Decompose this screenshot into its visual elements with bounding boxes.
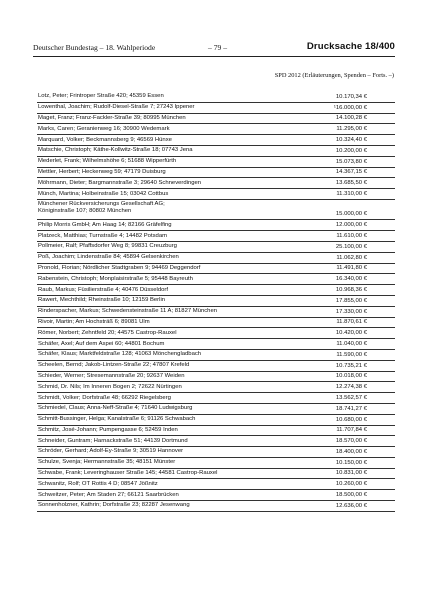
donor-name-address: Poß, Joachim; Lindenstraße 84; 45894 Gelsenkirchen (38, 254, 179, 261)
table-row (37, 490, 395, 501)
table-row (37, 415, 395, 426)
table-row (37, 285, 395, 296)
donation-amount: 11.870,61 € (336, 319, 367, 326)
donation-amount: 13.685,50 € (335, 180, 367, 187)
table-row (37, 501, 395, 512)
donor-name-address: Rinderspacher, Markus; Schwedensteinstraße 11 A; 81827 München (38, 308, 218, 315)
donation-amount: 14.367,15 € (335, 169, 367, 176)
donation-amount: 10.260,00 € (335, 481, 367, 488)
donation-amount: 25.100,00 € (335, 243, 367, 250)
table-row (37, 200, 395, 220)
donor-name-address: Münch, Martina; Holbeinstraße 15; 03042 Cottbus (38, 190, 169, 197)
table-row (37, 372, 395, 383)
donor-name-address: Mederlet, Frank; Wilhelmshöhe 6; 51688 Wipperfürth (38, 158, 177, 165)
table-row (37, 168, 395, 179)
donor-name-line-1: Münchener Rückversicherungs Gesellschaft AG; (38, 200, 165, 207)
table-row (37, 328, 395, 339)
table-row (37, 350, 395, 361)
donor-name-address: Römer, Norbert; Zehntfeld 20; 44575 Castrop-Rauxel (38, 329, 177, 336)
donor-name-address: Schieder, Werner; Stresemannstraße 20; 92637 Weiden (38, 372, 185, 379)
donor-name-address: Schmiedel, Claus; Anna-Neff-Straße 4; 71640 Ludwigsburg (38, 405, 193, 412)
donation-amount: 16.340,00 € (335, 276, 367, 283)
section-subtitle: SPD 2012 (Erläuterungen, Spenden – Forts. –) (274, 72, 394, 79)
donor-name-address: Schmidt, Volker; Dorfstraße 48; 66292 Riegelsberg (38, 394, 171, 401)
table-row (37, 296, 395, 307)
donor-name-address: Schäfer, Axel; Auf dem Aspei 60; 44801 Bochum (38, 340, 165, 347)
donor-name-address: Rivoir, Martin; Am Hochsträß 6; 89081 Ulm (38, 318, 150, 325)
donor-name-address: Sonnenholzner, Kathrin; Dorfstraße 23; 82287 Jesenwang (38, 502, 190, 509)
donation-amount: 10.200,00 € (335, 147, 367, 154)
donor-name-address: Matschie, Christoph; Käthe-Kollwitz-Straße 18; 07743 Jena (38, 147, 193, 154)
table-row (37, 231, 395, 242)
table-row (37, 307, 395, 318)
header-page-number: – 79 – (208, 43, 227, 52)
table-row (37, 92, 395, 103)
donor-name-address: Schwabe, Frank; Leveringhauser Straße 145; 44581 Castrop-Rauxel (38, 470, 218, 477)
donor-name-address: Lotz, Peter; Frintroper Straße 420; 45359 Essen (38, 93, 164, 100)
donor-name-line-2: Königinstraße 107; 80802 München (38, 207, 132, 214)
donation-amount: 10.324,40 € (335, 136, 367, 143)
donor-name-address: Pollmeier, Ralf; Pfaffsdorfer Weg 8; 99831 Creuzburg (38, 243, 177, 250)
donation-amount: 11.590,00 € (336, 351, 367, 358)
table-row (37, 469, 395, 480)
table-row (37, 436, 395, 447)
table-row (37, 253, 395, 264)
donation-amount: 11.062,80 € (336, 254, 367, 261)
donation-amount: 11.310,00 € (336, 190, 367, 197)
donation-amount: 10.170,34 € (335, 93, 367, 100)
donor-name-address: Marquard, Volker; Beckmannsberg 9; 46569 Hünxe (38, 136, 172, 143)
donation-amount: 10.968,36 € (335, 286, 367, 293)
donor-name-address: Pronold, Florian; Nördlicher Stadtgraben 9; 94469 Deggendorf (38, 264, 201, 271)
table-row (37, 447, 395, 458)
donor-name-address: Schäfer, Klaus; Marktfeldstraße 128; 41063 Mönchengladbach (38, 351, 202, 358)
donation-amount: 14.100,28 € (335, 115, 367, 122)
donation-amount: 18.500,00 € (335, 492, 367, 499)
donor-name-address: Schulze, Svenja; Hermannstraße 35; 48151 Münster (38, 459, 176, 466)
donor-name-address: Schweitzer, Peter; Am Staden 27; 66121 Saarbrücken (38, 491, 179, 498)
table-row (37, 274, 395, 285)
donation-amount: 12.274,38 € (335, 384, 367, 391)
donation-amount: 18.741,27 € (335, 405, 367, 412)
table-row (37, 361, 395, 372)
donor-name-address: Rawert, Mechthild; Rheinstraße 10; 12159 Berlin (38, 297, 166, 304)
donation-amount: 11.491,80 € (336, 265, 367, 272)
table-row (37, 426, 395, 437)
table-row (37, 189, 395, 200)
table-row (37, 114, 395, 125)
donor-name-address: Möhrmann, Dieter; Bargmannstraße 3; 29640 Schneverdingen (38, 179, 202, 186)
donation-amount: 10.831,00 € (335, 470, 367, 477)
donor-name-address: Schwanitz, Rolf; OT Rottis 4 D; 08547 Jößnitz (38, 480, 158, 487)
donation-amount: 10.150,00 € (335, 459, 367, 466)
table-row (37, 479, 395, 490)
donation-amount: 10.735,21 € (335, 362, 367, 369)
donor-name-address: Schmitt-Bussinger, Helga; Kanalstraße 6; 91126 Schwabach (38, 416, 196, 423)
donor-name-address: Schröder, Gerhard; Adolf-Ey-Straße 9; 30519 Hannover (38, 448, 184, 455)
table-row (37, 393, 395, 404)
table-row (37, 124, 395, 135)
page-header (33, 41, 395, 55)
table-row (37, 157, 395, 168)
donor-name-address: Raub, Markus; Füsilierstraße 4; 40476 Düsseldorf (38, 286, 168, 293)
table-row (37, 220, 395, 231)
donor-table (37, 92, 395, 512)
donor-name-address: Lowenthal, Joachim; Rudolf-Diesel-Straße 7; 27243 Ippener (38, 104, 195, 111)
donation-amount: 11.040,00 € (336, 340, 367, 347)
donation-amount: 18.570,00 € (335, 438, 367, 445)
table-row (37, 382, 395, 393)
donor-name-address: Rabenstein, Christoph; Monplaisirstraße 5; 95448 Bayreuth (38, 275, 193, 282)
donor-name-address: Platzeck, Matthias; Turnstraße 4; 14482 Potsdam (38, 232, 168, 239)
donation-amount: 10.018,00 € (335, 373, 367, 380)
donation-amount: 18.400,00 € (335, 448, 367, 455)
table-row (37, 242, 395, 253)
donation-amount: 15.000,00 € (335, 211, 367, 218)
donor-name-address: Scheelen, Bernd; Jakob-Lintzen-Straße 22; 47807 Krefeld (38, 362, 190, 369)
table-row (37, 178, 395, 189)
donor-name-address: Marks, Caren; Geranienweg 16; 30900 Wedemark (38, 125, 170, 132)
donor-name-address: Mettler, Herbert; Heckenweg 59; 47179 Duisburg (38, 168, 166, 175)
table-row (37, 318, 395, 329)
header-document-number: Drucksache 18/400 (306, 41, 395, 52)
donation-amount: 11.707,84 € (336, 427, 367, 434)
table-row (37, 103, 395, 114)
donation-amount: 11.610,00 € (336, 232, 367, 239)
table-row (37, 404, 395, 415)
donation-amount: 13.562,57 € (335, 394, 367, 401)
donor-name-address: Schmid, Dr. Nils; Im Inneren Bogen 2; 72622 Nürtingen (38, 383, 182, 390)
donation-amount: 11.295,00 € (336, 126, 367, 133)
table-row (37, 339, 395, 350)
table-row (37, 135, 395, 146)
header-publication: Deutscher Bundestag – 18. Wahlperiode (33, 43, 156, 52)
donation-amount: 10.680,00 € (335, 416, 367, 423)
donation-amount: 17.855,00 € (335, 297, 367, 304)
donor-name-address: Maget, Franz; Franz-Fackler-Straße 39; 80995 München (38, 114, 186, 121)
donor-name-address: Schmitz, José-Johann; Pumpengasse 6; 52459 Inden (38, 426, 178, 433)
donor-name-address: Schneider, Guntram; Harnackstraße 51; 44139 Dortmund (38, 437, 188, 444)
donor-name-address: Philip Morris GmbH; Am Haag 14; 82166 Gräfelfing (38, 221, 172, 228)
donation-amount: ¹16.000,00 € (333, 104, 367, 111)
table-row (37, 264, 395, 275)
donation-amount: 12.636,00 € (335, 502, 367, 509)
donation-amount: 12.000,00 € (335, 222, 367, 229)
table-row (37, 146, 395, 157)
donation-amount: 15.073,80 € (335, 158, 367, 165)
donation-amount: 17.330,00 € (335, 308, 367, 315)
donation-amount: 10.420,00 € (335, 330, 367, 337)
table-row (37, 458, 395, 469)
header-rule (33, 56, 395, 57)
